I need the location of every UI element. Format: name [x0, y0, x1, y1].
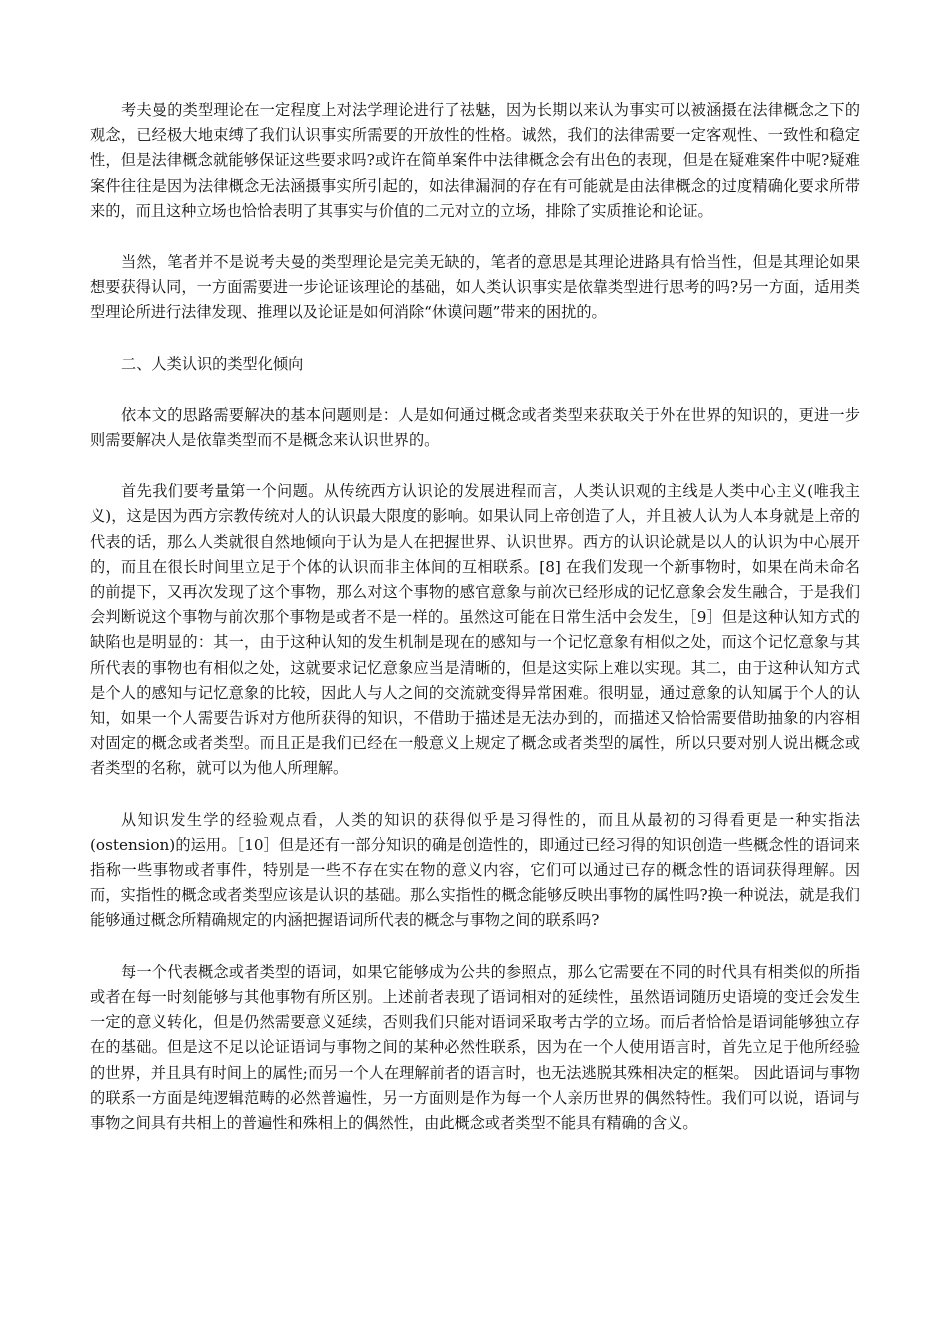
document-page	[90, 98, 860, 1162]
section-heading: 二、人类认识的类型化倾向	[121, 354, 304, 373]
paragraph-3: 依本文的思路需要解决的基本问题则是：人是如何通过概念或者类型来获取关于外在世界的知识的，更进一步则需要解决人是依靠类型而不是概念来认识世界的。	[90, 405, 860, 450]
paragraph-6: 每一个代表概念或者类型的语词，如果它能够成为公共的参照点，那么它需要在不同的时代具有相类似的所指或者在每一时刻能够与其他事物有所区别。上述前者表现了语词相对的延续性，虽然语词随历史语境的变迁会发生一定的意义转化，但是仍然需要意义延续，否则我们只能对语词采取考古学的立场。而后者恰恰是语词能够独立存在的基础。但是这不足以论证语词与事物之间的某种必然性联系，因为在一个人使用语言时，首先立足于他所经验的世界，并且具有时间上的属性;而另一个人在理解前者的语言时，也无法逃脱其殊相决定的框架。 因此语词与事物的联系一方面是纯逻辑范畴的必然普遍性，另一方面则是作为每一个人亲历世界的偶然特性。我们可以说，语词与事物之间具有共相上的普遍性和殊相上的偶然性，由此概念或者类型不能具有精确的含义。	[90, 962, 860, 1132]
paragraph-2: 当然，笔者并不是说考夫曼的类型理论是完美无缺的，笔者的意思是其理论进路具有恰当性，但是其理论如果想要获得认同，一方面需要进一步论证该理论的基础，如人类认识事实是依靠类型进行思考的吗?另一方面，适用类型理论所进行法律发现、推理以及论证是如何消除“休谟问题”带来的困扰的。	[90, 253, 860, 322]
paragraph-1: 考夫曼的类型理论在一定程度上对法学理论进行了祛魅，因为长期以来认为事实可以被涵摄在法律概念之下的观念，已经极大地束缚了我们认识事实所需要的开放性的性格。诚然，我们的法律需要一定客观性、一致性和稳定性，但是法律概念就能够保证这些要求吗?或许在简单案件中法律概念会有出色的表现，但是在疑难案件中呢?疑难案件往往是因为法律概念无法涵摄事实所引起的，如法律漏洞的存在有可能就是由法律概念的过度精确化要求所带来的，而且这种立场也恰恰表明了其事实与价值的二元对立的立场，排除了实质推论和论证。	[90, 101, 860, 220]
paragraph-4: 首先我们要考量第一个问题。从传统西方认识论的发展进程而言，人类认识观的主线是人类中心主义(唯我主义)，这是因为西方宗教传统对人的认识最大限度的影响。如果认同上帝创造了人，并且被人认为人本身就是上帝的代表的话，那么人类就很自然地倾向于认为是人在把握世界、认识世界。西方的认识论就是以人的认识为中心展开的，而且在很长时间里立足于个体的认识而非主体间的互相联系。[8] 在我们发现一个新事物时，如果在尚未命名的前提下，又再次发现了这个事物，那么对这个事物的感官意象与前次已经形成的记忆意象会发生融合，于是我们会判断说这个事物与前次那个事物是或者不是一样的。虽然这可能在日常生活中会发生，［9］但是这种认知方式的缺陷也是明显的：其一，由于这种认知的发生机制是现在的感知与一个记忆意象有相似之处，而这个记忆意象与其所代表的事物也有相似之处，这就要求记忆意象应当是清晰的，但是这实际上难以实现。其二，由于这种认知方式是个人的感知与记忆意象的比较，因此人与人之间的交流就变得异常困难。很明显，通过意象的认知属于个人的认知，如果一个人需要告诉对方他所获得的知识，不借助于描述是无法办到的，而描述又恰恰需要借助抽象的内容相对固定的概念或者类型。而且正是我们已经在一般意义上规定了概念或者类型的属性，所以只要对别人说出概念或者类型的名称，就可以为他人所理解。	[90, 482, 860, 778]
paragraph-5: 从知识发生学的经验观点看，人类的知识的获得似乎是习得性的，而且从最初的习得看更是一种实指法(ostension)的运用。［10］但是还有一部分知识的确是创造性的，即通过已经习得的知识创造一些概念性的语词来指称一些事物或者事件，特别是一些不存在实在物的意义内容，它们可以通过已存的概念性的语词获得理解。因而，实指性的概念或者类型应该是认识的基础。那么实指性的概念能够反映出事物的属性吗?换一种说法，就是我们能够通过概念所精确规定的内涵把握语词所代表的概念与事物之间的联系吗?	[90, 810, 860, 930]
